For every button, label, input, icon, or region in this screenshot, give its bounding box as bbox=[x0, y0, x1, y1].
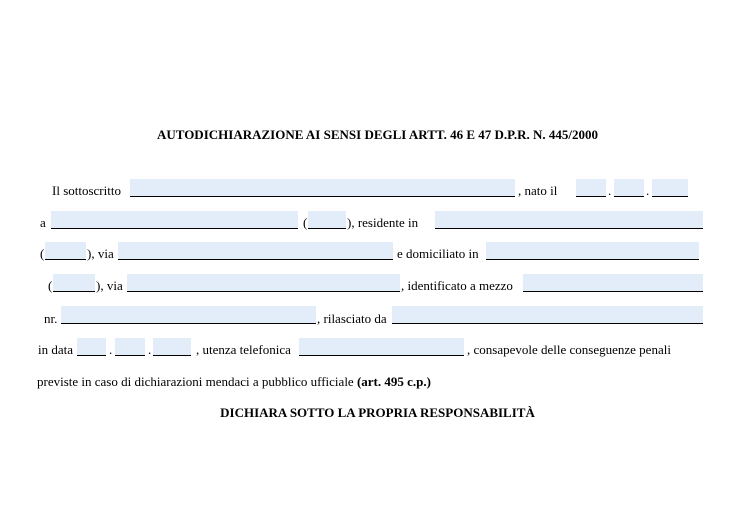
issued-by-field[interactable] bbox=[392, 306, 703, 324]
birth-month-field[interactable] bbox=[614, 179, 644, 197]
residence-province-field[interactable] bbox=[45, 242, 86, 260]
paren-open: ( bbox=[48, 278, 53, 293]
paren-open: ( bbox=[303, 215, 308, 230]
declaration-heading: DICHIARA SOTTO LA PROPRIA RESPONSABILITÀ bbox=[220, 405, 535, 420]
domicile-province-field[interactable] bbox=[53, 274, 95, 292]
nato-label: , nato il bbox=[518, 183, 558, 198]
residente-label: ), residente in bbox=[347, 215, 419, 230]
birth-date-separator-1: . bbox=[608, 183, 612, 198]
residence-street-field[interactable] bbox=[118, 242, 393, 260]
nr-label: nr. bbox=[44, 311, 58, 326]
issue-date-separator-2: . bbox=[148, 342, 152, 357]
issue-date-separator-1: . bbox=[109, 342, 113, 357]
birth-day-field[interactable] bbox=[576, 179, 606, 197]
rilasciato-label: , rilasciato da bbox=[317, 311, 387, 326]
name-field[interactable] bbox=[130, 179, 515, 197]
birthplace-label: a bbox=[40, 215, 46, 230]
identificato-label: , identificato a mezzo bbox=[401, 278, 513, 293]
issue-day-field[interactable] bbox=[77, 338, 106, 356]
residence-city-field[interactable] bbox=[435, 211, 703, 229]
consapevole-label: , consapevole delle conseguenze penali bbox=[467, 342, 671, 357]
birth-province-field[interactable] bbox=[308, 211, 346, 229]
telefono-label: , utenza telefonica bbox=[196, 342, 291, 357]
via-label: ), via bbox=[87, 246, 114, 261]
birth-date-separator-2: . bbox=[646, 183, 650, 198]
declaration-text bbox=[37, 374, 431, 390]
declaration-sentence: previste in caso di dichiarazioni mendaci a pubblico ufficiale bbox=[37, 374, 354, 389]
data-label: in data bbox=[38, 342, 74, 357]
document-number-field[interactable] bbox=[61, 306, 316, 324]
issue-month-field[interactable] bbox=[115, 338, 145, 356]
domicile-street-field[interactable] bbox=[127, 274, 400, 292]
domicile-city-field[interactable] bbox=[486, 242, 699, 260]
document-title: AUTODICHIARAZIONE AI SENSI DEGLI ARTT. 46 E 47 D.P.R. N. 445/2000 bbox=[156, 127, 599, 142]
paren-open: ( bbox=[40, 246, 45, 261]
via-label: ), via bbox=[96, 278, 123, 293]
phone-field[interactable] bbox=[299, 338, 464, 356]
domicilio-label: e domiciliato in bbox=[397, 246, 479, 261]
id-document-field[interactable] bbox=[523, 274, 703, 292]
law-reference: (art. 495 c.p.) bbox=[356, 374, 431, 389]
sottoscritto-label: Il sottoscritto bbox=[52, 183, 121, 198]
issue-year-field[interactable] bbox=[153, 338, 191, 356]
birth-year-field[interactable] bbox=[652, 179, 688, 197]
birthplace-field[interactable] bbox=[51, 211, 298, 229]
